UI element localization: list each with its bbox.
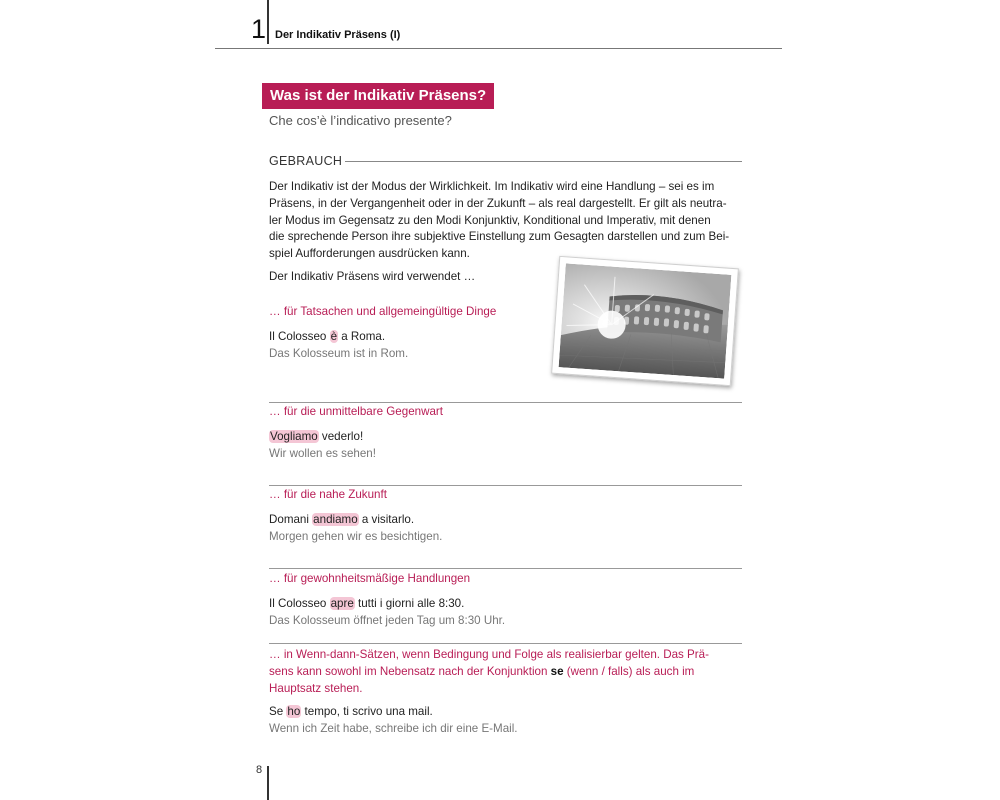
intro-line: Der Indikativ ist der Modus der Wirklichkeit. Im Indikativ wird eine Handlung – sei es im — [269, 180, 715, 193]
chapter-title: Der Indikativ Präsens (I) — [275, 29, 401, 41]
use-heading: … für gewohnheitsmäßige Handlungen — [269, 572, 471, 585]
colosseum-image — [559, 263, 732, 378]
italian-example — [269, 513, 414, 526]
example-text: a visitarlo. — [358, 513, 415, 526]
use-heading: … für die unmittelbare Gegenwart — [269, 405, 443, 418]
use-heading: … für die nahe Zukunft — [269, 488, 387, 501]
intro-line: die sprechende Person ihre subjektive Einstellung zum Gesagten darstellen und zum Bei- — [269, 230, 730, 244]
verb-highlight: Vogliamo — [270, 430, 318, 443]
intro-line: Präsens, in der Vergangenheit oder in der Zukunft – als real dargestellt. Er gilt als neutra- — [269, 196, 727, 210]
german-translation: Das Kolosseum ist in Rom. — [269, 347, 409, 360]
header-rule — [215, 48, 782, 49]
german-translation: Wir wollen es sehen! — [269, 447, 376, 460]
heading-text: sens kann sowohl im Nebensatz nach der Konjunktion — [269, 665, 551, 678]
page-title: Was ist der Indikativ Präsens? — [262, 83, 494, 109]
german-translation: Morgen gehen wir es besichtigen. — [269, 530, 443, 543]
divider — [269, 402, 742, 403]
italian-example — [269, 597, 464, 610]
german-translation: Das Kolosseum öffnet jeden Tag um 8:30 Uhr. — [269, 614, 506, 627]
example-text: tempo, ti scrivo una mail. — [301, 705, 433, 718]
chapter-number: 1 — [251, 14, 267, 44]
example-text: tutti i giorni alle 8:30. — [354, 597, 465, 610]
intro-line: spiel Aufforderungen ausdrücken kann. — [269, 247, 470, 261]
verb-highlight: ho — [287, 705, 301, 718]
example-text: Se — [269, 705, 287, 718]
example-text: a Roma. — [338, 330, 386, 343]
heading-line — [269, 663, 743, 680]
divider — [269, 485, 742, 486]
intro-follow: Der Indikativ Präsens wird verwendet … — [269, 270, 476, 283]
use-heading-conditional — [269, 646, 743, 697]
verb-highlight: andiamo — [313, 513, 358, 526]
german-translation: Wenn ich Zeit habe, schreibe ich dir eine E-Mail. — [269, 722, 518, 735]
verb-highlight: è — [330, 330, 338, 343]
heading-line: Hauptsatz stehen. — [269, 682, 363, 695]
verb-highlight: apre — [330, 597, 354, 610]
section-label: GEBRAUCH — [269, 154, 343, 168]
page-subtitle: Che cos’è l’indicativo presente? — [269, 113, 452, 128]
use-heading: … für Tatsachen und allgemeingültige Dinge — [269, 305, 497, 318]
colosseum-photo — [551, 256, 739, 386]
footer-divider — [267, 766, 269, 800]
section-rule — [345, 161, 742, 162]
italian-example — [269, 705, 433, 718]
divider — [269, 568, 742, 569]
conjunction-bold: se — [550, 665, 564, 678]
heading-line: … in Wenn-dann-Sätzen, wenn Bedingung und Folge als realisierbar gelten. Das Prä- — [269, 648, 709, 661]
divider — [269, 643, 742, 644]
italian-example — [269, 330, 385, 343]
example-text: Il Colosseo — [269, 597, 330, 610]
example-text: Domani — [269, 513, 313, 526]
header-divider — [267, 0, 269, 44]
italian-example — [269, 430, 363, 443]
heading-text: (wenn / falls) als auch im — [563, 665, 695, 678]
intro-line: ler Modus im Gegensatz zu den Modi Konjunktiv, Konditional und Imperativ, mit denen — [269, 213, 711, 227]
intro-paragraph — [269, 179, 743, 263]
example-text: vederlo! — [318, 430, 364, 443]
example-text: Il Colosseo — [269, 330, 330, 343]
page-number: 8 — [256, 764, 263, 776]
